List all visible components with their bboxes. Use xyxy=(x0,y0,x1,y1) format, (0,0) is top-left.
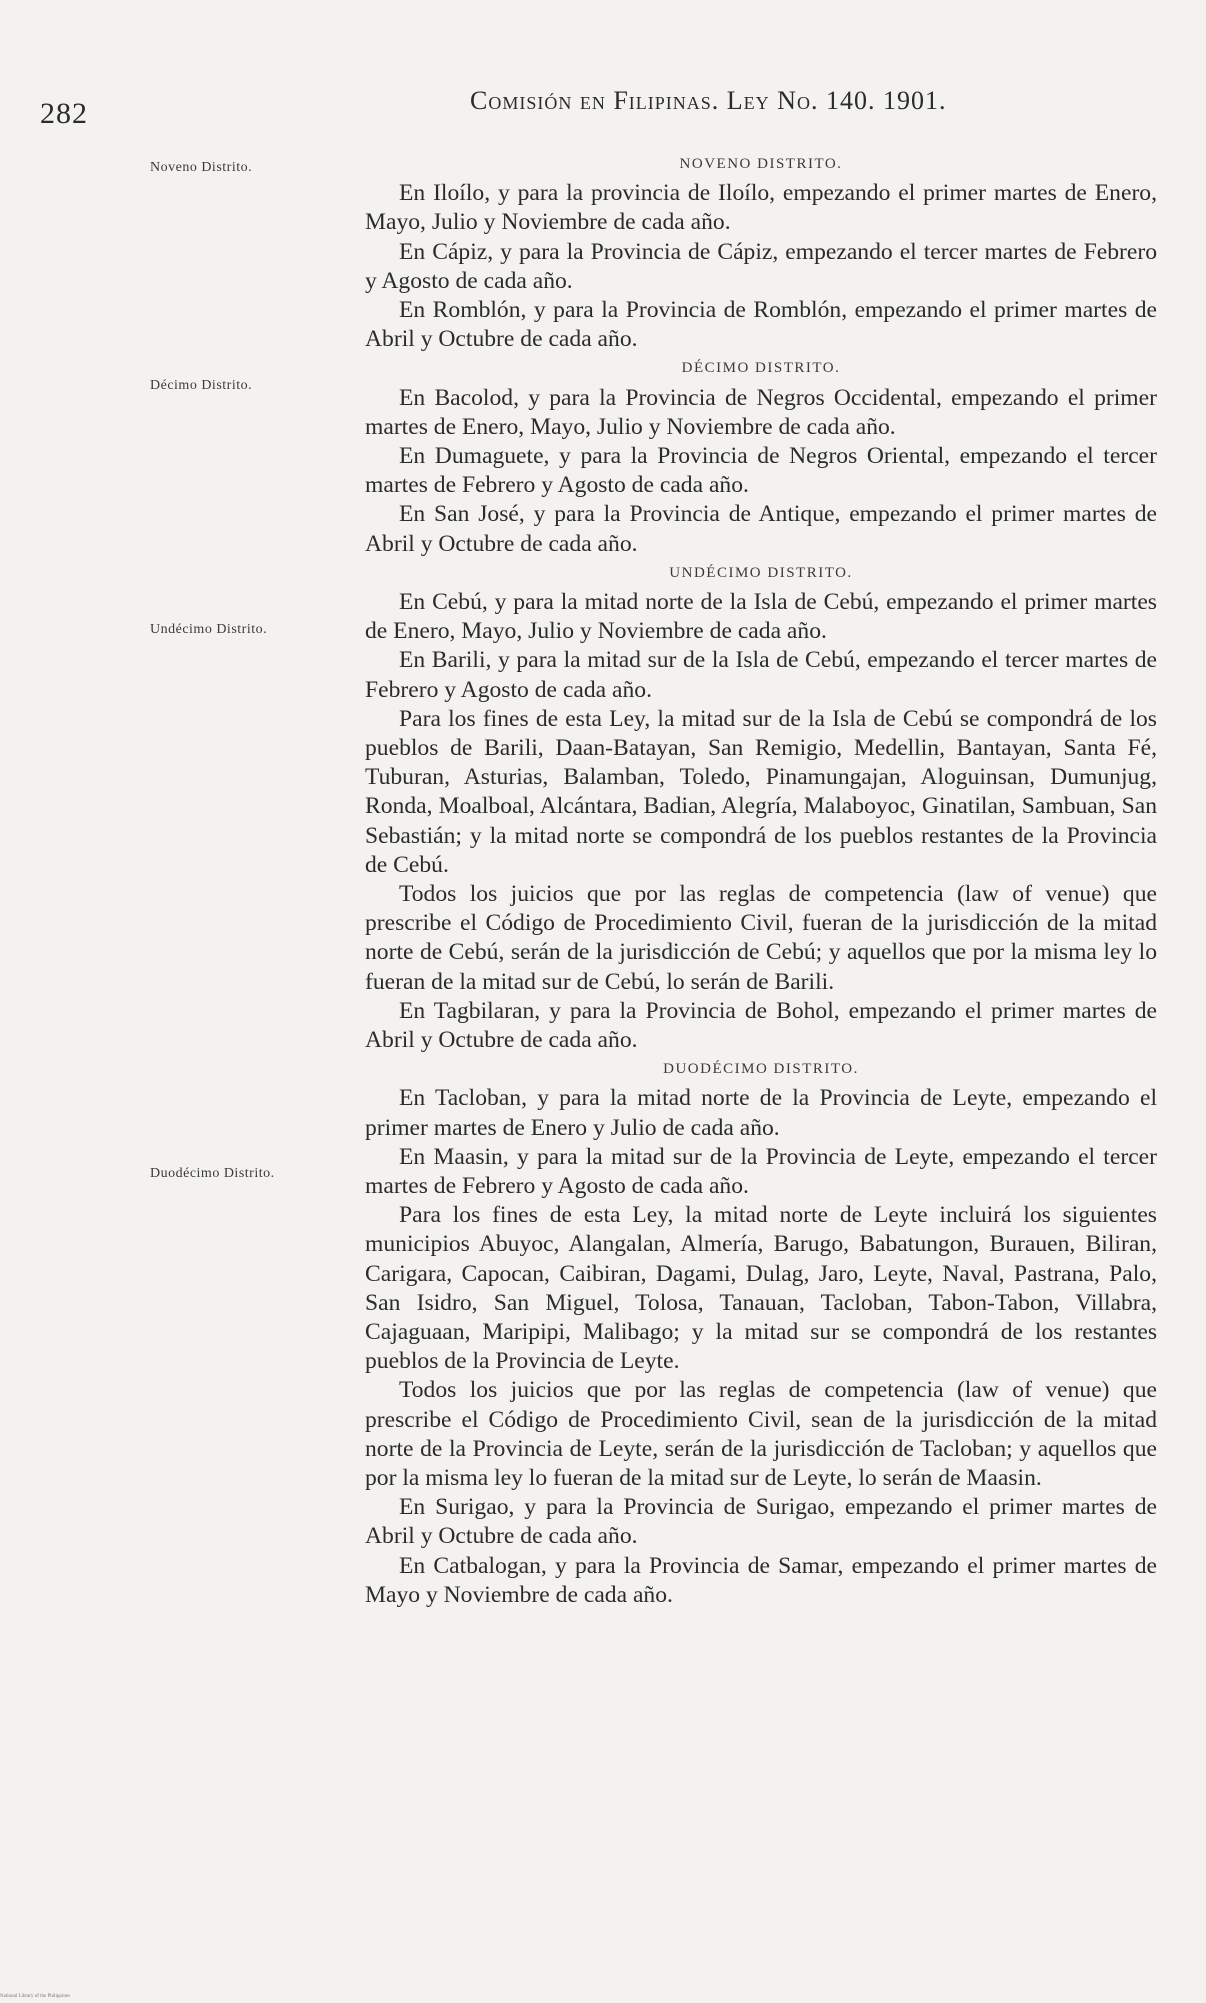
paragraph: En Bacolod, y para la Provincia de Negros Occidental, empezando el primer martes de Enero, Mayo, Julio y Noviembre de cada año. xyxy=(365,384,1157,440)
section-duodecimo xyxy=(365,1055,1157,1610)
section-decimo xyxy=(365,354,1157,558)
paragraph: En Barili, y para la mitad sur de la Isla de Cebú, empezando el tercer martes de Febrero y Agosto de cada año. xyxy=(365,647,1157,703)
paragraph: Para los fines de esta Ley, la mitad norte de Leyte incluirá los siguientes municipios Abuyoc, Alangalan, Almería, Barugo, Babatungon, Burauen, Biliran, Carigara, Capocan, Caibiran, Dagami, Dulag, Jaro, Leyte, Naval, Pastrana, Palo, San Isidro, San Miguel, Tolosa, Tanauan, Tacloban, Tabon-Tabon, Villabra, Cajaguaan, Maripipi, Malibago; y la mitad sur se compondrá de los restantes pueblos de la Provincia de Leyte. xyxy=(365,1202,1157,1375)
page-number: 282 xyxy=(40,97,88,130)
section-undecimo xyxy=(365,559,1157,1055)
paragraph: Para los fines de esta Ley, la mitad sur de la Isla de Cebú se compondrá de los pueblos de Barili, Daan-Batayan, San Remigio, Medellin, Bantayan, Santa Fé, Tuburan, Asturias, Balamban, Toledo, Pinamungajan, Aloguinsan, Dumunjug, Ronda, Moalboal, Alcántara, Badian, Alegría, Malaboyoc, Ginatilan, Sambuan, San Sebastián; y la mitad norte se compondrá de los pueblos restantes de la Provincia de Cebú. xyxy=(365,705,1157,878)
section-noveno xyxy=(365,150,1157,354)
section-heading: DUODÉCIMO DISTRITO. xyxy=(663,1061,859,1078)
paragraph: En Surigao, y para la Provincia de Surigao, empezando el primer martes de Abril y Octubre de cada año. xyxy=(365,1494,1157,1550)
paragraph: Todos los juicios que por las reglas de competencia (law of venue) que prescribe el Código de Procedimiento Civil, sean de la jurisdicción de la mitad norte de la Provincia de Leyte, serán de la jurisdicción de Tacloban; y aquellos que por la misma ley lo fueran de la mitad sur de Leyte, lo serán de Maasin. xyxy=(365,1377,1157,1492)
scan-footer: National Library of the Philippines xyxy=(0,1994,70,1999)
running-head: Comisión en Filipinas. Ley No. 140. 1901. xyxy=(470,86,947,115)
margin-note-undecimo: Undécimo Distrito. xyxy=(150,622,268,637)
margin-note-duodecimo: Duodécimo Distrito. xyxy=(150,1166,275,1181)
document-body xyxy=(365,150,1157,1610)
paragraph: En Tagbilaran, y para la Provincia de Bohol, empezando el primer martes de Abril y Octubre de cada año. xyxy=(365,997,1157,1054)
paragraph: En Tacloban, y para la mitad norte de la Provincia de Leyte, empezando el primer martes de Enero y Julio de cada año. xyxy=(365,1085,1157,1141)
paragraph: En Cebú, y para la mitad norte de la Isla de Cebú, empezando el primer martes de Enero, Mayo, Julio y Noviembre de cada año. xyxy=(365,589,1157,645)
paragraph: En Maasin, y para la mitad sur de la Provincia de Leyte, empezando el tercer martes de Febrero y Agosto de cada año. xyxy=(365,1143,1157,1200)
paragraph: En San José, y para la Provincia de Antique, empezando el primer martes de Abril y Octubre de cada año. xyxy=(365,501,1157,557)
margin-note-decimo: Décimo Distrito. xyxy=(150,378,253,393)
paragraph: En Iloílo, y para la provincia de Iloílo, empezando el primer martes de Enero, Mayo, Julio y Noviembre de cada año. xyxy=(365,180,1157,236)
section-heading: DÉCIMO DISTRITO. xyxy=(681,360,841,377)
paragraph: Todos los juicios que por las reglas de competencia (law of venue) que prescribe el Código de Procedimiento Civil, fueran de la jurisdicción de la mitad norte de Cebú, serán de la jurisdicción de Cebú; y aquellos que por la misma ley lo fueran de la mitad sur de Cebú, lo serán de Barili. xyxy=(365,881,1157,995)
paragraph: En Dumaguete, y para la Provincia de Negros Oriental, empezando el tercer martes de Febrero y Agosto de cada año. xyxy=(365,443,1157,499)
section-heading: UNDÉCIMO DISTRITO. xyxy=(669,564,853,581)
margin-note-noveno: Noveno Distrito. xyxy=(150,160,253,175)
paragraph: En Catbalogan, y para la Provincia de Samar, empezando el primer martes de Mayo y Noviembre de cada año. xyxy=(365,1552,1157,1608)
section-heading: NOVENO DISTRITO. xyxy=(679,156,843,172)
paragraph: En Romblón, y para la Provincia de Romblón, empezando el primer martes de Abril y Octubre de cada año. xyxy=(365,297,1157,353)
paragraph: En Cápiz, y para la Provincia de Cápiz, empezando el tercer martes de Febrero y Agosto de cada año. xyxy=(365,238,1157,294)
